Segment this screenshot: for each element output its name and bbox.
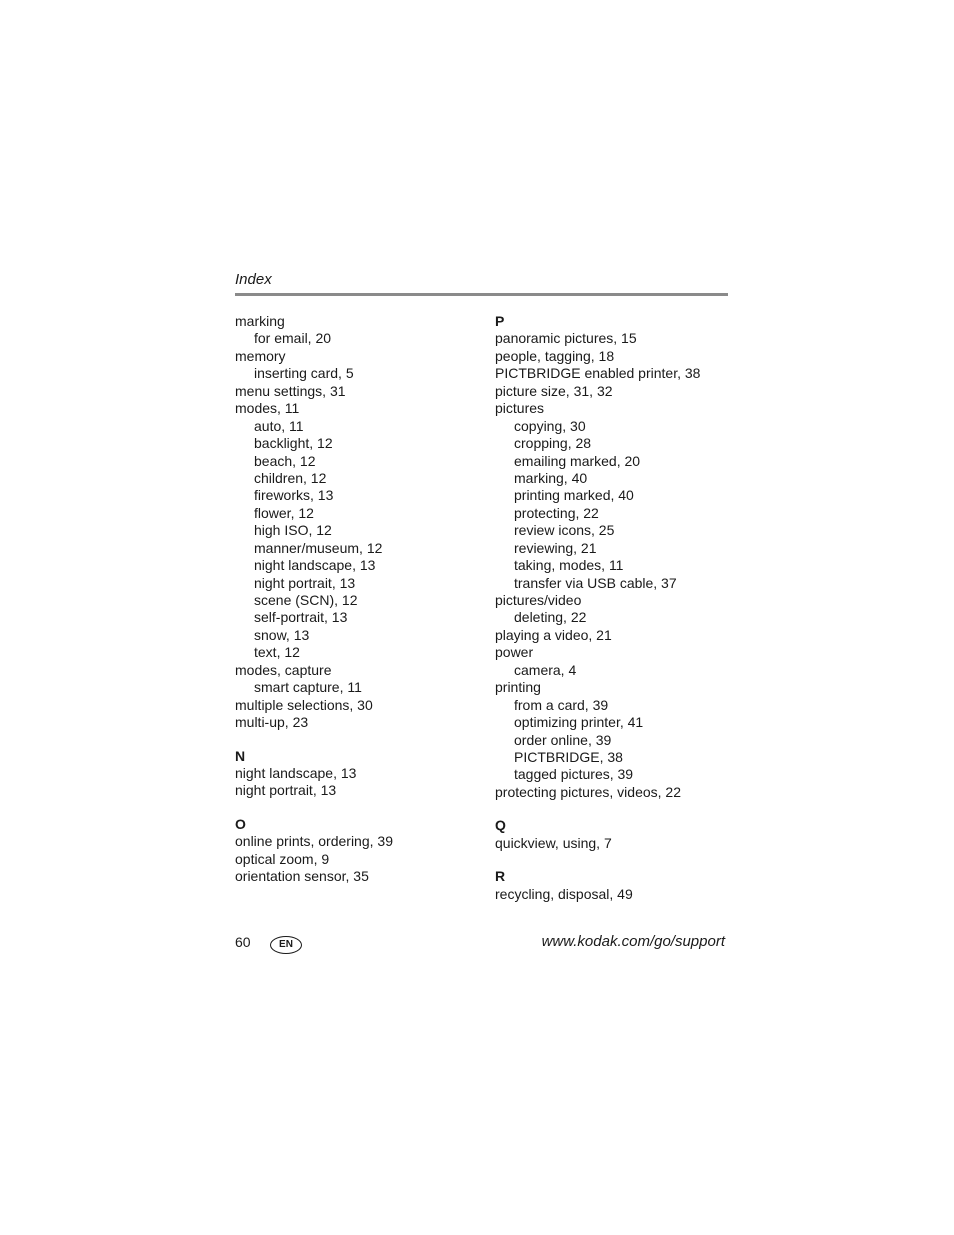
index-entry: multiple selections, 30 [235, 696, 373, 713]
index-subentry: camera, 4 [514, 661, 577, 678]
index-subentry: backlight, 12 [254, 435, 333, 452]
index-subentry: review icons, 25 [514, 522, 615, 539]
section-spacer [235, 800, 485, 816]
support-url[interactable]: www.kodak.com/go/support [541, 933, 725, 950]
index-entry: optical zoom, 9 [235, 850, 330, 867]
language-badge: EN [270, 936, 302, 954]
index-entry: night portrait, 13 [235, 782, 337, 799]
index-entry: night landscape, 13 [235, 764, 357, 781]
index-subentry: beach, 12 [254, 452, 316, 469]
index-entry: panoramic pictures, 15 [495, 330, 637, 347]
index-subentry: smart capture, 11 [254, 679, 362, 696]
index-subentry: scene (SCN), 12 [254, 592, 358, 608]
index-subentry: flower, 12 [254, 504, 314, 521]
index-subentry: PICTBRIDGE, 38 [514, 748, 623, 765]
index-letter-heading: N [235, 747, 246, 764]
section-spacer [235, 732, 485, 748]
index-entry: recycling, disposal, 49 [495, 885, 633, 902]
index-letter-heading: P [495, 313, 505, 329]
index-subentry: cropping, 28 [514, 435, 592, 452]
index-subentry: taking, modes, 11 [514, 557, 624, 574]
index-subentry: copying, 30 [514, 417, 586, 434]
index-column-left [235, 313, 485, 886]
index-subentry: reviewing, 21 [514, 539, 597, 556]
index-subentry: deleting, 22 [514, 609, 587, 626]
index-subentry: text, 12 [254, 644, 300, 661]
section-spacer [495, 801, 735, 817]
section-spacer [495, 852, 735, 868]
index-subentry: auto, 11 [254, 417, 304, 434]
running-header-title: Index [235, 271, 272, 288]
index-entry: marking [235, 313, 285, 329]
index-entry: playing a video, 21 [495, 626, 612, 643]
index-subentry: inserting card, 5 [254, 365, 354, 382]
index-subentry: transfer via USB cable, 37 [514, 574, 677, 591]
index-subentry: from a card, 39 [514, 696, 609, 713]
index-subentry: for email, 20 [254, 330, 332, 347]
index-entry: PICTBRIDGE enabled printer, 38 [495, 365, 701, 382]
index-subentry: self-portrait, 13 [254, 609, 348, 626]
index-entry: modes, capture [235, 661, 332, 678]
index-entry: protecting pictures, videos, 22 [495, 783, 681, 800]
index-subentry: fireworks, 13 [254, 487, 334, 504]
index-entry: printing [495, 679, 541, 696]
page-number: 60 [235, 934, 251, 950]
index-subentry: manner/museum, 12 [254, 539, 383, 556]
index-entry: menu settings, 31 [235, 382, 346, 399]
index-letter-heading: R [495, 868, 506, 885]
index-entry: quickview, using, 7 [495, 834, 612, 851]
index-entry: online prints, ordering, 39 [235, 833, 393, 850]
index-subentry: marking, 40 [514, 469, 588, 486]
index-subentry: high ISO, 12 [254, 522, 332, 539]
index-subentry: children, 12 [254, 469, 327, 486]
header-divider [235, 293, 728, 296]
index-subentry: tagged pictures, 39 [514, 766, 634, 783]
index-entry: people, tagging, 18 [495, 347, 615, 364]
index-subentry: snow, 13 [254, 626, 310, 643]
index-subentry: emailing marked, 20 [514, 452, 641, 469]
index-subentry: night portrait, 13 [254, 574, 356, 591]
index-subentry: night landscape, 13 [254, 557, 376, 574]
index-entry: power [495, 644, 534, 661]
index-entry: memory [235, 347, 286, 364]
index-subentry: optimizing printer, 41 [514, 714, 644, 731]
index-letter-heading: Q [495, 817, 506, 834]
index-subentry: printing marked, 40 [514, 487, 634, 504]
index-letter-heading: O [235, 815, 246, 832]
index-subentry: protecting, 22 [514, 504, 599, 521]
index-entry: multi-up, 23 [235, 714, 309, 731]
index-entry: pictures [495, 400, 545, 417]
index-subentry: order online, 39 [514, 731, 612, 748]
index-entry: orientation sensor, 35 [235, 868, 369, 885]
index-entry: picture size, 31, 32 [495, 382, 613, 399]
index-column-right [495, 313, 735, 903]
index-entry: modes, 11 [235, 400, 300, 417]
index-entry: pictures/video [495, 592, 582, 608]
